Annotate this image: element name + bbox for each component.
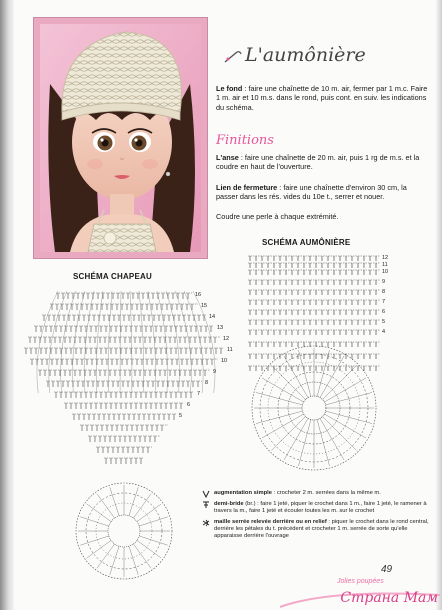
aumoniere-row (248, 280, 380, 285)
aumoniere-row (248, 330, 380, 335)
chapeau-row-label: 6 (187, 402, 191, 408)
chapeau-round-base (76, 483, 172, 579)
aumoniere-row-label: 12 (382, 255, 389, 261)
chapeau-row-label: 14 (209, 314, 216, 320)
watermark (270, 585, 442, 610)
chapeau-row (54, 392, 194, 398)
chapeau-row (50, 304, 198, 310)
label-fond: Le fond (216, 84, 243, 93)
chapeau-row-label: 5 (179, 413, 183, 419)
chapeau-row (38, 370, 210, 376)
aumoniere-round-base (252, 346, 376, 470)
doll-photo (40, 24, 201, 252)
chapeau-row-label: 11 (227, 347, 233, 353)
aumoniere-row-label: 5 (382, 319, 386, 325)
schema-aumoniere-title: SCHÉMA AUMÔNIÈRE (262, 238, 351, 247)
chapeau-row (64, 403, 184, 409)
legend-demi-label: demi-bride (214, 501, 244, 507)
doll-illustration (40, 24, 201, 252)
legend-maille-text: : piquer le crochet dans le rond central, derrière les pétales du t. précédent et crocheter 1 m. serrée de sorte qu'elle apparaisse derrière l'ouvrage (214, 519, 429, 539)
chapeau-row (104, 458, 144, 464)
demi-bride-symbol-icon (200, 501, 212, 509)
hook-ornament-icon (223, 50, 243, 64)
aumoniere-diagram (240, 248, 390, 478)
label-anse: L'anse (216, 153, 239, 162)
instruction-anse (216, 153, 430, 172)
stitch-legend (200, 490, 430, 544)
legend-maille-relief (200, 519, 430, 540)
watermark-text: Страна Мам (340, 590, 438, 606)
chapeau-row-label: 7 (197, 391, 201, 397)
maille-relief-symbol-icon (200, 519, 212, 527)
aumoniere-row (248, 300, 380, 305)
chapeau-row-label: 10 (221, 358, 228, 364)
aumoniere-row-label: 11 (382, 262, 388, 268)
aumoniere-row (248, 263, 380, 268)
chapeau-row (46, 381, 202, 387)
legend-demi-text: (br.) : faire 1 jeté, piquer le crochet dans 1 m., faire 1 jeté, le ramener à travers la m., faire 1 jeté et écouler toutes les m. sur le crochet (214, 501, 427, 514)
article-title: L'aumônière (245, 44, 366, 66)
instruction-perle: Coudre une perle à chaque extrémité. (216, 212, 339, 221)
aumoniere-row (248, 270, 380, 275)
schema-chapeau-title: SCHÉMA CHAPEAU (73, 272, 152, 281)
aumoniere-row-label: 8 (382, 289, 386, 295)
legend-demi-bride (200, 501, 430, 515)
aumoniere-row-label: 9 (382, 279, 386, 285)
text-fermeture: : faire une chaînette d'environ 30 cm, la passer dans les rés. vides du 10e t., serrer et nouer. (216, 183, 407, 202)
chapeau-row-label: 15 (201, 303, 208, 309)
article-title-block (223, 44, 423, 74)
chapeau-row (28, 337, 220, 343)
aumoniere-row (248, 320, 380, 325)
aumoniere-row-label: 10 (382, 269, 389, 275)
chapeau-row-label: 13 (217, 325, 224, 331)
label-fermeture: Lien de fermeture (216, 183, 278, 192)
chapeau-row (80, 425, 168, 431)
page-binding-shadow (0, 0, 14, 610)
instruction-fermeture (216, 183, 430, 202)
aumoniere-row-label: 4 (382, 329, 386, 335)
chapeau-row (24, 348, 224, 354)
page-number: 49 (381, 564, 393, 575)
chapeau-row (42, 315, 206, 321)
chapeau-row (30, 359, 218, 365)
chapeau-row (88, 436, 160, 442)
legend-augmentation (200, 490, 430, 497)
aumoniere-row (248, 310, 380, 315)
chapeau-row (56, 293, 192, 299)
aumoniere-row-label: 7 (382, 299, 386, 305)
doll-photo-frame (33, 17, 208, 259)
section-heading-finitions: Finitions (216, 133, 274, 148)
augmentation-symbol-icon (200, 490, 212, 498)
legend-aug-label: augmentation simple (214, 490, 272, 496)
footer-magazine-name: Jolies poupées (337, 578, 384, 585)
chapeau-row (72, 414, 176, 420)
aumoniere-row-label: 6 (382, 309, 386, 315)
text-anse: : faire une chaînette de 20 m. air, puis 1 rg de m.s. et la coudre en haut de l'ouverture. (216, 153, 420, 172)
chapeau-row-label: 8 (205, 380, 209, 386)
aumoniere-row (248, 256, 380, 261)
chapeau-row-label: 12 (223, 336, 230, 342)
chapeau-row-labels (179, 292, 233, 419)
instruction-fond (216, 84, 430, 112)
aumoniere-row (248, 290, 380, 295)
chapeau-row-label: 9 (213, 369, 217, 375)
chapeau-row-label: 16 (195, 292, 202, 298)
aumoniere-row-labels (382, 255, 388, 335)
chapeau-row (96, 447, 152, 453)
page-edge (436, 0, 442, 610)
chapeau-stitch-rows (24, 291, 224, 464)
legend-aug-text: : crocheter 2 m. serrées dans la même m. (271, 490, 381, 496)
legend-maille-label: maille serrée relevée derrière ou en relief (214, 519, 327, 525)
text-fond: : faire une chaînette de 10 m. air, fermer par 1 m.c. Faire 1 m. air et 10 m.s. dans le rond, puis cont. en suiv. les indications du schéma. (216, 84, 428, 112)
